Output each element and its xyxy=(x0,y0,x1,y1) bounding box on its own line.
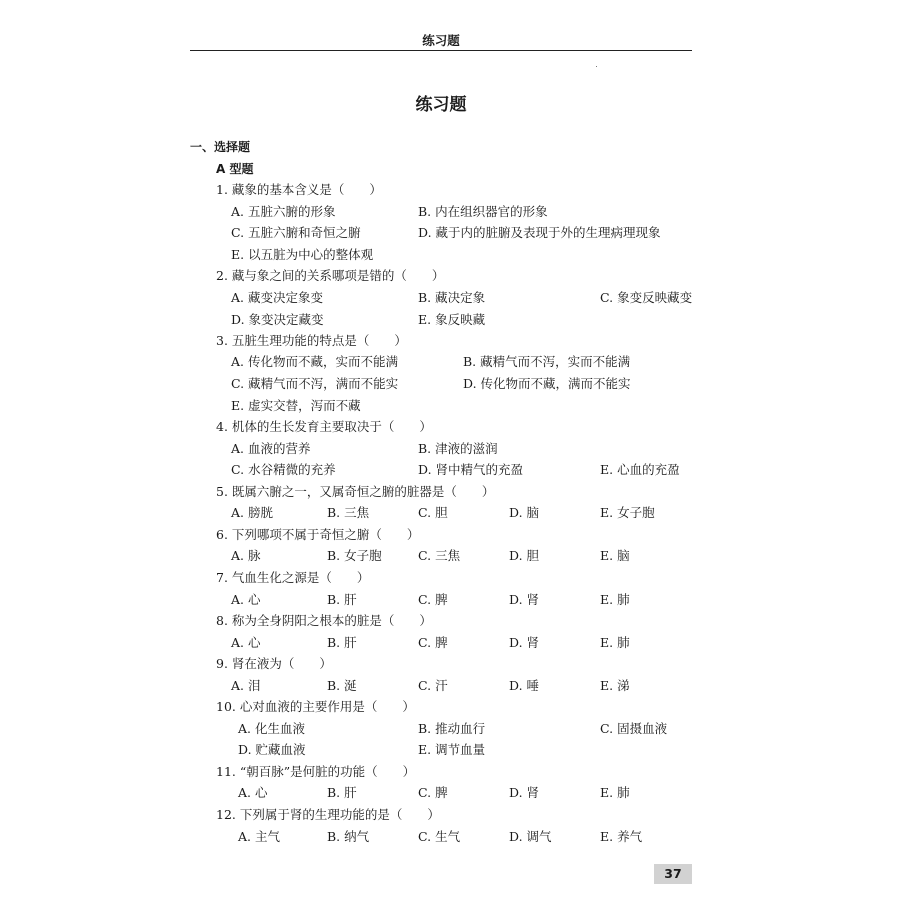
answer-option: E. 象反映藏 xyxy=(418,312,486,327)
answer-option: E. 肺 xyxy=(600,592,630,607)
answer-option: A. 脉 xyxy=(231,548,261,563)
page-number: 37 xyxy=(654,864,692,884)
question-stem: 3. 五脏生理功能的特点是（ ） xyxy=(216,333,407,348)
answer-option: E. 涕 xyxy=(600,678,630,693)
answer-option: D. 肾 xyxy=(509,592,540,607)
answer-option: E. 肺 xyxy=(600,635,630,650)
answer-option: A. 血液的营养 xyxy=(231,441,311,456)
question-stem: 4. 机体的生长发育主要取决于（ ） xyxy=(216,419,432,434)
question-stem: 6. 下列哪项不属于奇恒之腑（ ） xyxy=(216,527,420,542)
answer-option: C. 象变反映藏变 xyxy=(600,290,693,305)
answer-option: A. 膀胱 xyxy=(231,505,273,520)
answer-option: D. 贮藏血液 xyxy=(238,742,306,757)
answer-option: B. 三焦 xyxy=(327,505,370,520)
answer-option: B. 津液的滋润 xyxy=(418,441,498,456)
answer-option: B. 肝 xyxy=(327,592,357,607)
answer-option: C. 固摄血液 xyxy=(600,721,668,736)
question-stem: 9. 肾在液为（ ） xyxy=(216,656,332,671)
answer-option: C. 脾 xyxy=(418,592,448,607)
question-stem: 5. 既属六腑之一，又属奇恒之腑的脏器是（ ） xyxy=(216,484,495,499)
answer-option: C. 三焦 xyxy=(418,548,461,563)
answer-option: D. 调气 xyxy=(509,829,552,844)
answer-option: B. 女子胞 xyxy=(327,548,382,563)
answer-option: C. 水谷精微的充养 xyxy=(231,462,336,477)
answer-option: A. 五脏六腑的形象 xyxy=(231,204,336,219)
answer-option: D. 肾 xyxy=(509,635,540,650)
answer-option: A. 传化物而不藏，实而不能满 xyxy=(231,354,398,369)
question-stem: 8. 称为全身阴阳之根本的脏是（ ） xyxy=(216,613,432,628)
answer-option: E. 调节血量 xyxy=(418,742,486,757)
answer-option: B. 纳气 xyxy=(327,829,370,844)
question-stem: 12. 下列属于肾的生理功能的是（ ） xyxy=(216,807,440,822)
answer-option: A. 化生血液 xyxy=(238,721,305,736)
answer-option: E. 脑 xyxy=(600,548,630,563)
page-title: 练习题 xyxy=(415,95,467,115)
answer-option: A. 心 xyxy=(238,785,268,800)
answer-option: D. 肾 xyxy=(509,785,540,800)
answer-option: A. 心 xyxy=(231,635,261,650)
answer-option: C. 汗 xyxy=(418,678,448,693)
answer-option: E. 以五脏为中心的整体观 xyxy=(231,247,374,262)
answer-option: C. 胆 xyxy=(418,505,448,520)
answer-option: B. 藏决定象 xyxy=(418,290,486,305)
answer-option: C. 五脏六腑和奇恒之腑 xyxy=(231,225,361,240)
answer-option: E. 养气 xyxy=(600,829,643,844)
question-stem: 11. “朝百脉”是何脏的功能（ ） xyxy=(216,764,416,779)
answer-option: A. 主气 xyxy=(238,829,280,844)
answer-option: C. 脾 xyxy=(418,635,448,650)
answer-option: B. 推动血行 xyxy=(418,721,486,736)
answer-option: E. 心血的充盈 xyxy=(600,462,680,477)
answer-option: D. 脑 xyxy=(509,505,540,520)
answer-option: B. 藏精气而不泻，实而不能满 xyxy=(463,354,631,369)
answer-option: C. 生气 xyxy=(418,829,461,844)
answer-option: B. 涎 xyxy=(327,678,357,693)
question-stem: 2. 藏与象之间的关系哪项是错的（ ） xyxy=(216,268,445,283)
section-heading: 一、选择题 xyxy=(190,140,251,154)
header-rule xyxy=(190,50,692,51)
answer-option: B. 肝 xyxy=(327,635,357,650)
answer-option: D. 肾中精气的充盈 xyxy=(418,462,524,477)
answer-option: D. 传化物而不藏，满而不能实 xyxy=(463,376,631,391)
answer-option: A. 藏变决定象变 xyxy=(231,290,323,305)
scan-speck xyxy=(596,66,597,67)
answer-option: C. 藏精气而不泻，满而不能实 xyxy=(231,376,399,391)
answer-option: D. 藏于内的脏腑及表现于外的生理病理现象 xyxy=(418,225,661,240)
answer-option: E. 肺 xyxy=(600,785,630,800)
question-stem: 1. 藏象的基本含义是（ ） xyxy=(216,182,382,197)
answer-option: C. 脾 xyxy=(418,785,448,800)
question-stem: 7. 气血生化之源是（ ） xyxy=(216,570,370,585)
answer-option: A. 心 xyxy=(231,592,261,607)
answer-option: D. 唾 xyxy=(509,678,540,693)
answer-option: B. 内在组织器官的形象 xyxy=(418,204,548,219)
answer-option: E. 女子胞 xyxy=(600,505,655,520)
answer-option: D. 胆 xyxy=(509,548,540,563)
question-stem: 10. 心对血液的主要作用是（ ） xyxy=(216,699,415,714)
running-head: 练习题 xyxy=(422,33,460,48)
answer-option: A. 泪 xyxy=(231,678,261,693)
answer-option: D. 象变决定藏变 xyxy=(231,312,324,327)
subsection-heading: A 型题 xyxy=(216,162,254,176)
answer-option: E. 虚实交替，泻而不藏 xyxy=(231,398,361,413)
answer-option: B. 肝 xyxy=(327,785,357,800)
